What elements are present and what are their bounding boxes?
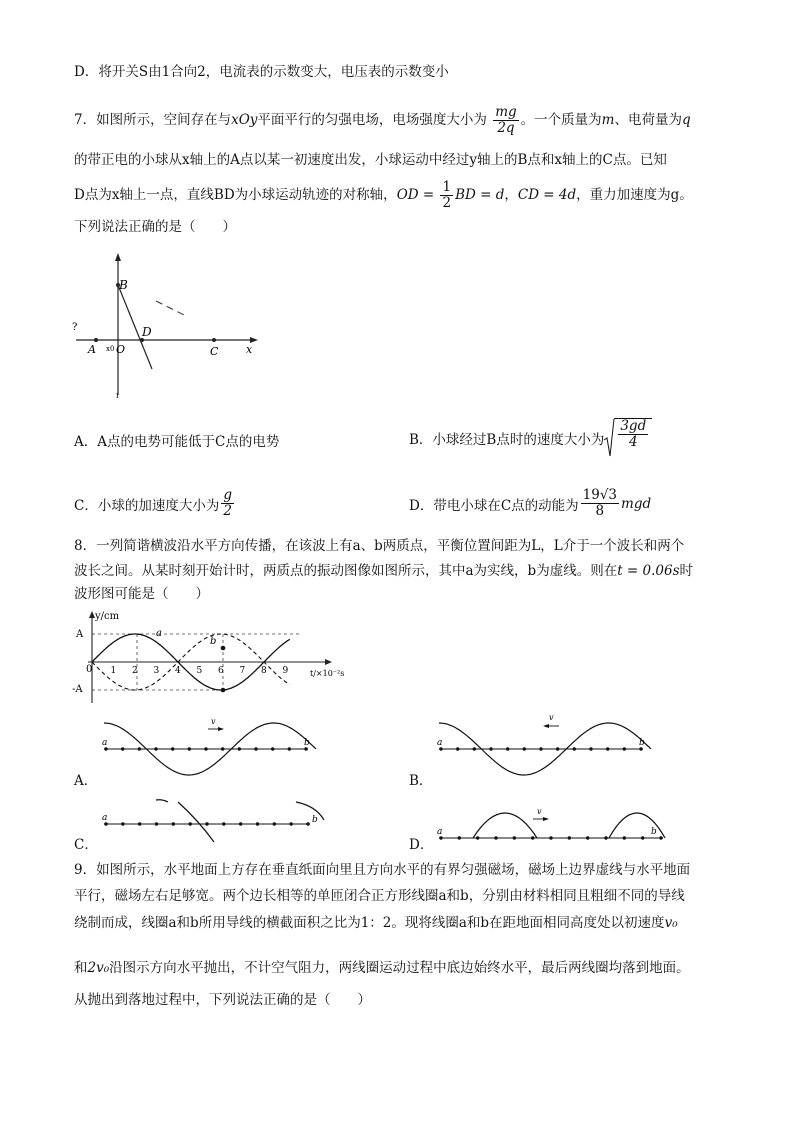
q8-option-b: B．: [409, 773, 433, 789]
q8-time: t = 0.06s: [617, 563, 680, 579]
wave-d-arrowhead: [543, 817, 549, 821]
wave-dot: [154, 747, 157, 750]
q9-line4-pre: 和: [74, 960, 88, 976]
q7-line1-pre: 7．如图所示，空间存在与: [74, 112, 232, 128]
graph-tick-4: 4: [175, 666, 181, 676]
q7-option-b-sqrt: [604, 418, 652, 458]
wave-dot: [531, 836, 534, 839]
wave-dot: [549, 836, 552, 839]
wave-dot: [138, 822, 141, 825]
label-a: A: [88, 343, 96, 356]
q7-option-b-num: 3gd: [620, 418, 647, 434]
wave-dot: [458, 836, 461, 839]
q7-cd: CD = 4d: [517, 187, 577, 203]
wave-dot: [189, 822, 192, 825]
wave-dot: [506, 747, 509, 750]
wave-dot: [238, 747, 241, 750]
q7-line3-pre: D点为x轴上一点，直线BD为小球运动轨迹的对称轴，: [74, 187, 397, 203]
graph-tick-5: 5: [196, 666, 203, 676]
wave-a-v-label: v: [211, 717, 216, 726]
wave-d-hump-left: [473, 813, 537, 838]
q7-option-c-frac: [221, 488, 234, 519]
q7-option-c: [74, 488, 236, 519]
wave-dot: [568, 836, 571, 839]
stray-x0: x0: [106, 345, 115, 353]
graph-t-end-label: t/×10⁻²s: [310, 669, 345, 678]
q9-line3: [74, 913, 678, 933]
q7-line1-post: 。一个质量为: [520, 112, 602, 128]
wave-c-fragment-right: [296, 802, 324, 820]
q8-wave-d: [433, 798, 665, 848]
label-x: x: [246, 343, 253, 356]
q7-option-b: [409, 418, 652, 458]
wave-dot: [271, 747, 274, 750]
graph-tick-8: 8: [261, 666, 267, 676]
q8-option-a: A．: [74, 773, 98, 789]
q7-option-d-text: D．带电小球在C点的动能为: [409, 497, 579, 514]
stray-mark-left: ?: [72, 322, 78, 333]
wave-dot: [171, 747, 174, 750]
wave-dot: [623, 836, 626, 839]
wave-a-label-a: a: [102, 738, 108, 748]
q7-line3: [74, 180, 693, 211]
wave-dot: [221, 747, 224, 750]
q9-line2: 平行，磁场左右足够宽。两个边长相等的单匝闭合正方形线圈a和b，分别由材料相同且粗细不同的导线: [74, 888, 685, 904]
q7-field-num: mg: [495, 104, 517, 120]
graph-a-bottom: -A: [72, 684, 83, 695]
graph-dot-b: [221, 646, 226, 651]
q8-line2-pre: 波长之间。从某时刻开始计时，两质点的振动图像如图所示，其中a为实线，b为虚线。则在: [74, 563, 618, 579]
q8-wave-c: [98, 796, 330, 850]
point-c: [212, 338, 216, 342]
trajectory-dash: [156, 301, 188, 317]
q7-half-fraction: [440, 180, 453, 211]
q7-figure: [60, 245, 270, 405]
label-o: O: [116, 343, 126, 356]
wave-d-label-a: a: [437, 827, 443, 837]
wave-c-label-b: b: [312, 815, 318, 825]
q7-line4: 下列说法正确的是（ ）: [74, 219, 236, 235]
label-b: B: [119, 278, 128, 292]
q7-option-c-den: 2: [223, 503, 232, 519]
graph-y-label: y/cm: [95, 611, 120, 622]
graph-label-a: a: [156, 628, 162, 639]
wave-dot: [121, 747, 124, 750]
q8-line3: 波形图可能是（ ）: [74, 586, 209, 602]
wave-d-v-label: v: [537, 807, 542, 816]
q8-vibration-graph: [70, 608, 345, 708]
q6-option-d: D．将开关S由1合向2，电流表的示数变大，电压表的示数变小: [74, 64, 449, 80]
graph-tick-2: 2: [132, 666, 138, 676]
wave-a-label-b: b: [304, 738, 310, 748]
wave-dot: [586, 836, 589, 839]
sqrt-radical-icon: [604, 418, 614, 458]
q9-line4: [74, 958, 690, 978]
wave-dot: [256, 822, 259, 825]
q7-option-b-text: B．小球经过B点时的速度大小为: [409, 432, 605, 448]
q8-line1: 8．一列简谐横波沿水平方向传播，在该波上有a、b两质点，平衡位置间距为L，L介于一个波长和两个: [74, 538, 685, 554]
graph-t-arrow: [325, 659, 332, 665]
q7-line1: [74, 105, 691, 136]
q7-field-den: 2q: [497, 120, 515, 136]
q8-wave-b: [433, 712, 655, 780]
wave-b-label-a: a: [437, 738, 443, 748]
wave-dot: [659, 836, 662, 839]
q9-line5: 从抛出到落地过程中，下列说法正确的是（ ）: [74, 992, 371, 1008]
q8-option-c: C．: [74, 837, 98, 853]
wave-dot: [606, 747, 609, 750]
graph-tick-6: 6: [218, 666, 224, 676]
q7-charge: q: [681, 112, 691, 128]
q7-option-a: A．A点的电势可能低于C点的电势: [74, 434, 280, 450]
wave-c-fragment-left: [156, 800, 168, 802]
q7-line3-post: ，重力加速度为g。: [576, 187, 693, 203]
wave-dot: [494, 836, 497, 839]
graph-dot-a: [221, 688, 226, 693]
wave-dot: [589, 747, 592, 750]
q7-option-d-den: 8: [595, 503, 605, 519]
q9-line1: 9．如图所示，水平地面上方存在垂直纸面向里且方向水平的有界匀强磁场，磁场上边界虚线与水平地面: [74, 862, 691, 878]
q7-line2: 的带正电的小球从x轴上的A点以某一初速度出发，小球运动中经过y轴上的B点和x轴上的C点。已知: [74, 152, 667, 168]
q7-option-c-num: g: [223, 487, 232, 503]
q7-plane: xOy: [231, 112, 258, 128]
wave-dot: [604, 836, 607, 839]
wave-c-fragment-middle: [178, 802, 214, 842]
q8-line2-post: 时: [679, 563, 694, 579]
q7-option-d-tail: mgd: [621, 495, 652, 512]
stray-mark-bottom: ı: [116, 391, 119, 400]
wave-dot: [172, 822, 175, 825]
q8-option-d: D．: [409, 837, 434, 853]
q7-field-fraction: [493, 105, 518, 136]
label-d: D: [142, 325, 152, 339]
point-a: [94, 338, 98, 342]
wave-dot: [573, 747, 576, 750]
q7-bd: BD = d: [455, 187, 505, 203]
q7-option-d-num: 19√3: [582, 487, 618, 503]
wave-dot: [513, 836, 516, 839]
wave-dot: [239, 822, 242, 825]
q9-line3-pre: 绕制而成，线圈a和b所用导线的横截面积之比为1：2。现将线圈a和b在距地面相同高度处以初速度: [74, 915, 665, 931]
q7-option-d: [409, 488, 651, 519]
wave-dot: [539, 747, 542, 750]
label-c: C: [210, 345, 219, 358]
q7-option-b-frac: [618, 419, 648, 450]
q7-option-c-text: C．小球的加速度大小为: [74, 497, 220, 514]
wave-dot: [623, 747, 626, 750]
graph-tick-1: 1: [110, 666, 117, 676]
wave-b-label-b: b: [639, 738, 645, 748]
wave-dot: [523, 747, 526, 750]
graph-label-b: b: [210, 636, 217, 647]
q7-od: OD =: [396, 187, 435, 203]
wave-dot: [456, 747, 459, 750]
q7-charge-phrase: 、电荷量为: [614, 112, 682, 128]
q7-sep: ，: [504, 187, 518, 203]
q9-two-v0: 2v₀: [87, 960, 110, 976]
wave-dot: [121, 822, 124, 825]
graph-tick-7: 7: [239, 666, 246, 676]
wave-dot: [205, 822, 208, 825]
q7-line1-mid: 平面平行的匀强电场，电场强度大小为: [257, 112, 487, 128]
wave-dot: [155, 822, 158, 825]
wave-dot: [273, 822, 276, 825]
wave-dot: [473, 747, 476, 750]
wave-dot: [288, 747, 291, 750]
q8-wave-a: [98, 712, 320, 780]
wave-dot: [138, 747, 141, 750]
wave-dot: [306, 822, 309, 825]
wave-b-arrowhead: [543, 724, 549, 728]
q7-half-den: 2: [442, 195, 452, 211]
graph-a-top: A: [76, 629, 84, 640]
wave-dot: [476, 836, 479, 839]
graph-tick-9: 9: [282, 666, 289, 676]
wave-b-v-label: v: [549, 713, 554, 722]
wave-dot: [204, 747, 207, 750]
q7-option-d-frac: [581, 488, 619, 519]
q7-option-b-den: 4: [628, 434, 638, 450]
q9-line4-post: 沿图示方向水平抛出，不计空气阻力，两线圈运动过程中底边始终水平，最后两线圈均落到地面。: [109, 960, 690, 976]
wave-dot: [641, 836, 644, 839]
wave-a-arrowhead: [218, 727, 224, 731]
wave-dot: [556, 747, 559, 750]
wave-dot: [254, 747, 257, 750]
y-axis-arrow: [115, 253, 121, 261]
wave-dot: [489, 747, 492, 750]
q9-v0: v₀: [664, 915, 678, 931]
graph-origin: 0: [86, 664, 93, 675]
wave-d-label-b: b: [651, 827, 657, 837]
wave-dot: [188, 747, 191, 750]
wave-dot: [290, 822, 293, 825]
wave-dot: [222, 822, 225, 825]
q7-half-num: 1: [442, 179, 452, 195]
wave-c-label-a: a: [102, 813, 108, 823]
graph-tick-3: 3: [153, 666, 160, 676]
q7-mass: m: [601, 112, 615, 128]
q8-line2: [74, 561, 693, 581]
